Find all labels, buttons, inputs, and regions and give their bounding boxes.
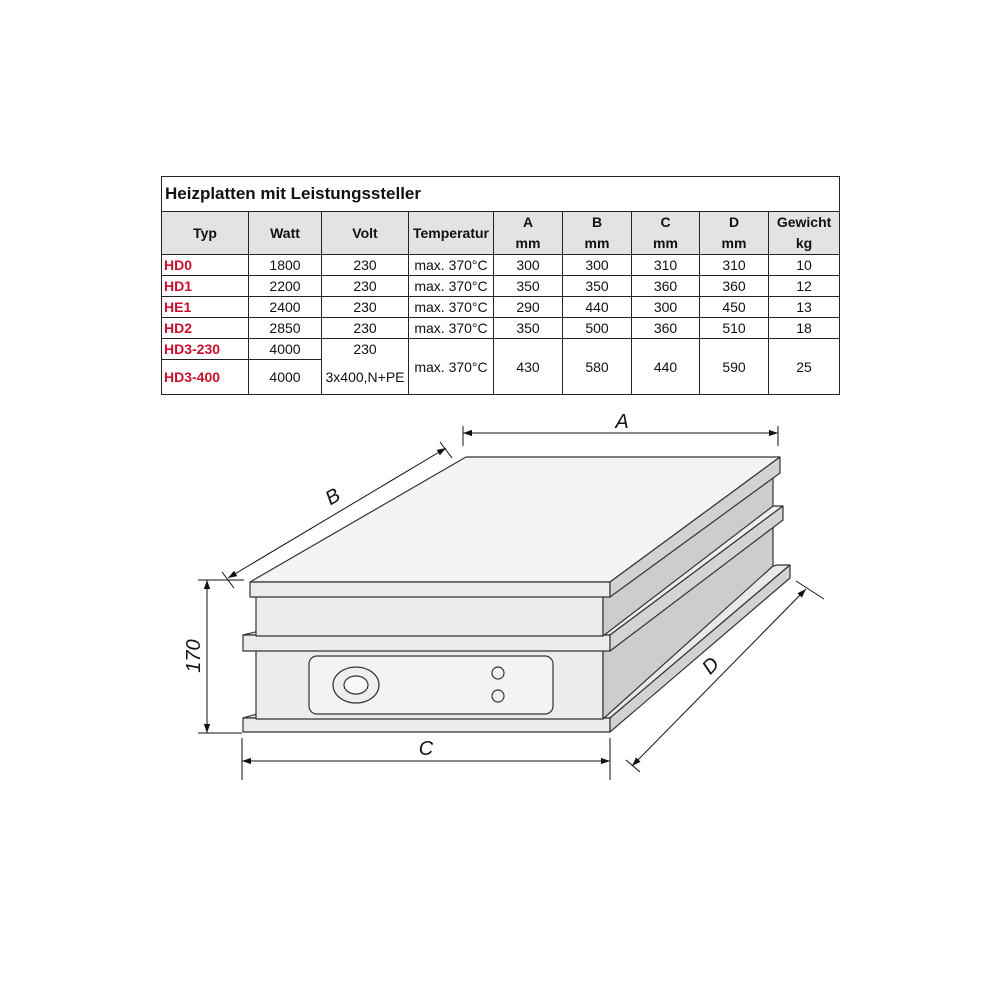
cell-c: 300: [632, 297, 700, 318]
header-a-unit: mm: [515, 235, 541, 251]
cell-kg: 13: [769, 297, 840, 318]
cell-a: 430: [494, 339, 563, 395]
top-plate-front: [250, 582, 610, 597]
table-row: [162, 318, 840, 339]
header-volt: Volt: [322, 212, 409, 255]
header-temperatur: Temperatur: [409, 212, 494, 255]
cell-c: 360: [632, 318, 700, 339]
cell-a: 350: [494, 276, 563, 297]
label-b: B: [321, 484, 345, 510]
cell-kg: 12: [769, 276, 840, 297]
cell-c: 360: [632, 276, 700, 297]
control-knob-inner: [344, 676, 368, 694]
cell-kg: 25: [769, 339, 840, 395]
cell-b: 350: [563, 276, 632, 297]
cell-typ: HD3-230: [162, 339, 249, 360]
cell-typ: HD0: [162, 255, 249, 276]
cell-b: 500: [563, 318, 632, 339]
header-row: [162, 212, 840, 255]
cell-watt: 2200: [249, 276, 322, 297]
cell-typ: HE1: [162, 297, 249, 318]
header-a-label: A: [522, 214, 534, 230]
header-gewicht-label: Gewicht: [776, 214, 832, 230]
cell-b: 440: [563, 297, 632, 318]
cell-temp: max. 370°C: [409, 297, 494, 318]
cell-volt: 3x400,N+PE: [322, 360, 409, 395]
header-typ: Typ: [162, 212, 249, 255]
cell-d: 310: [700, 255, 769, 276]
middle-flange-front: [243, 635, 610, 651]
cell-d: 590: [700, 339, 769, 395]
header-d-label: D: [728, 214, 740, 230]
cell-c: 440: [632, 339, 700, 395]
indicator-light-bottom: [492, 690, 504, 702]
cell-volt: 230: [322, 318, 409, 339]
cell-d: 360: [700, 276, 769, 297]
upper-body-front: [256, 596, 603, 636]
cell-temp: max. 370°C: [409, 318, 494, 339]
bottom-base-front: [243, 718, 610, 732]
header-b-unit: mm: [584, 235, 610, 251]
cell-c: 310: [632, 255, 700, 276]
header-d-unit: mm: [721, 235, 747, 251]
label-d: D: [698, 653, 724, 679]
header-gewicht: [769, 212, 840, 255]
header-a: [494, 212, 563, 255]
cell-a: 300: [494, 255, 563, 276]
dim-d-ext-top: [796, 581, 824, 599]
cell-watt: 2400: [249, 297, 322, 318]
cell-temp: max. 370°C: [409, 276, 494, 297]
table-row: [162, 339, 840, 360]
label-height: 170: [183, 639, 205, 673]
cell-b: 300: [563, 255, 632, 276]
cell-watt: 4000: [249, 339, 322, 360]
label-a: A: [615, 411, 629, 433]
cell-volt: 230: [322, 276, 409, 297]
cell-kg: 18: [769, 318, 840, 339]
header-watt: Watt: [249, 212, 322, 255]
cell-volt: 230: [322, 255, 409, 276]
table-row: [162, 276, 840, 297]
cell-watt: 2850: [249, 318, 322, 339]
header-c-label: C: [660, 214, 671, 230]
cell-a: 290: [494, 297, 563, 318]
cell-typ: HD1: [162, 276, 249, 297]
heating-plate-drawing: [0, 400, 1000, 780]
dim-d-ext-bottom: [626, 760, 640, 772]
indicator-light-top: [492, 667, 504, 679]
cell-typ: HD2: [162, 318, 249, 339]
table-row: [162, 297, 840, 318]
cell-a: 350: [494, 318, 563, 339]
cell-kg: 10: [769, 255, 840, 276]
header-b-label: B: [591, 214, 603, 230]
cell-b: 580: [563, 339, 632, 395]
cell-typ: HD3-400: [162, 360, 249, 395]
header-d: [700, 212, 769, 255]
header-c-unit: mm: [653, 235, 678, 251]
cell-volt: 230: [322, 339, 409, 360]
cell-volt: 230: [322, 297, 409, 318]
table-row: [162, 255, 840, 276]
table-title: Heizplatten mit Leistungssteller: [162, 177, 840, 212]
cell-watt: 4000: [249, 360, 322, 395]
cell-d: 510: [700, 318, 769, 339]
cell-temp: max. 370°C: [409, 255, 494, 276]
header-c: [632, 212, 700, 255]
cell-d: 450: [700, 297, 769, 318]
header-gewicht-unit: kg: [795, 235, 813, 251]
cell-watt: 1800: [249, 255, 322, 276]
specification-table: [161, 176, 840, 395]
cell-temp: max. 370°C: [409, 339, 494, 395]
header-b: [563, 212, 632, 255]
label-c: C: [418, 738, 434, 760]
